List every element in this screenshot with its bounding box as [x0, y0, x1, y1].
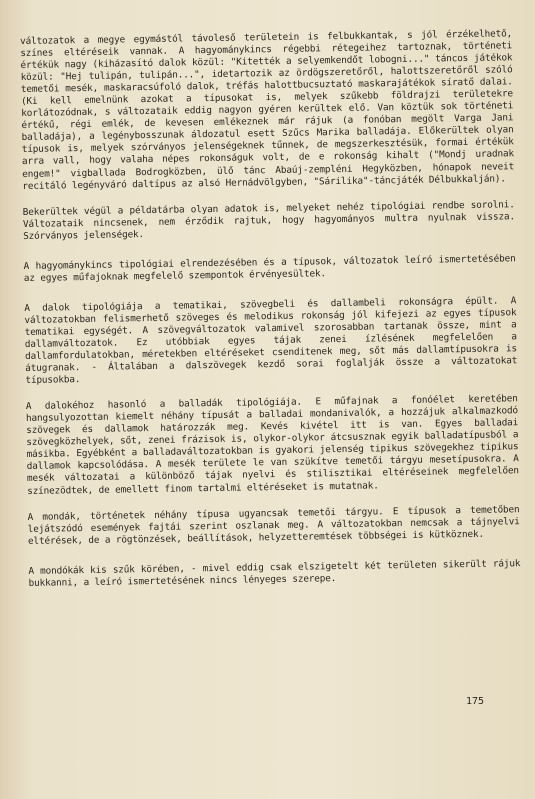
body-text [20, 28, 521, 589]
paragraph-4: A dalok tipológiája a tematikai, szövegbeli és dallambeli rokonságra épült. A változatokban felismerhető szöveges és melodikus rokonság jól kifejezi az egyes típusok tematikai egységét. A szövegváltozatok valamivel szorosabban tartanak össze, mint a dallamváltozatok. Ez utóbbiak egyes tájak zenei ízlésének megfelelően a dallamfordulatokban, méretekben eltéréseket csenditenek meg, sőt más dallamtípusokra is átugranak. - Általában a dalszövegek kezdő sorai foglalják össze a változatokat típusokba. [24, 295, 518, 387]
paragraph-1: változatok a megye egymástól távoleső területein is felbukkantak, s jól érzékelhető, színes eltéréseik vannak. A hagyománykincs régebbi rétegeihez tartoznak, történeti értékük nagy (kiházasító dalok közül: "Kitették a selyemkendőt lobogni..." táncos játékok közül: "Hej tulipán, tulipán...", idetartozik az ördögszeretőről, halottszeretőről szóló temetői mesék, maskaracsúfoló dalok, tréfás halottbucsuztató maskarajátékok síratő dalai. (Ki kell emelnünk azokat a típusokat is, melyek szűkebb földrajzi területekre korlátozódnak, s változataik eddig nagyon gyéren kerültek elő. Van köztük sok történeti értékű, régi emlék, de kevesen emlékeznek már rájuk (a fonóban megölt Varga Jani balladája), a legénybosszunak áldozatul esett Szűcs Marika balladája. Előkerültek olyan típusok is, melyek szórványos jelenségeknek tűnnek, de megszerkesztésük, formai értékük arra vall, hogy valaha népes rokonságuk volt, de e rokonság kihalt ("Mondj uradnak engem!" vigballada Bodrogközben, ülő tánc Abaúj-zempléni Hegyközben, hónapok neveit recitáló legényváró daltípus az alsó Hernádvölgyben, "Sárilika"-táncjáték Délbukkalján). [20, 28, 515, 192]
paragraph-2: Bekerültek végül a példatárba olyan adatok is, melyeket nehéz tipológiai rendbe sorolni. Változataik nincsenek, nem érződik rajtuk, hogy hagyományos multra nyulnak vissza. Szórványos jelenségek. [22, 198, 515, 242]
paragraph-3: A hagyománykincs tipológiai elrendezésében és a típusok, változatok leíró ismertetésében az egyes műfajoknak megfelelő szempontok érvényesültek. [23, 252, 516, 284]
paragraph-7: A mondókák kis szűk körében, - mivel eddig csak elszigetelt két területen sikerült rájuk bukkanni, a leíró ismertetésének nincs lényeges szerepe. [28, 557, 521, 589]
paragraph-5: A dalokéhoz hasonló a balladák tipológiája. E műfajnak a fonóélet keretében hangsulyozottan kiemelt néhány típusát a balladai mondanivalók, a hozzájuk alkalmazkodó szövegek és dallamok határozzák meg. Kevés kivétel itt is van. Egyes balladai szövegközhelyek, sőt, zenei frázisok is, olykor-olykor átcsusznak egyik balladatípusból a másikba. Egyébként a balladaváltozatokban is gyakori jelenség tipikus szövegekhez tipikus dallamok kapcsolódása. A mesék területe le van szükítve temetői tárgyu mesetípusokra. A mesék változatai a különböző tájak nyelvi és stilisztikai eltéréseinek megfelelően színezödtek, de emellett finom tartalmi eltéréseket is mutatnak. [25, 393, 519, 497]
page-number: 175 [466, 696, 485, 707]
paragraph-6: A mondák, történetek néhány típusa ugyancsak temetői tárgyu. E típusok a temetőben lejátszódó események fajtái szerint oszlanak meg. A változatokban nemcsak a tájnyelvi eltérések, de a rögtönzések, beállítások, helyzetteremtések többségei is kütköznek. [27, 503, 520, 547]
